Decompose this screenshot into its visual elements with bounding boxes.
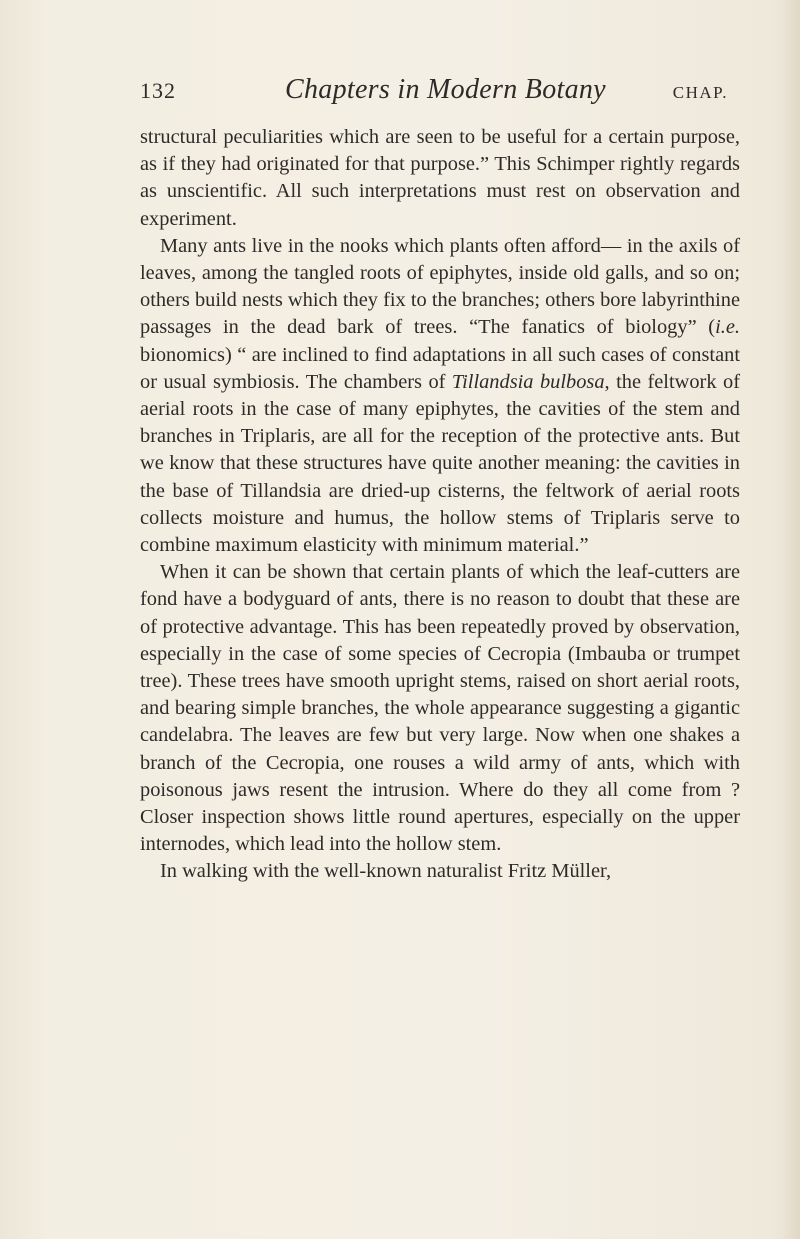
chapter-label: CHAP. bbox=[672, 83, 728, 102]
paragraph-continuation: structural peculiarities which are seen to be useful for a certain purpose, as if they had originated for that purpose.” This Schimper rightly regards as unscientific. All such interpretations must rest on observation and experiment. bbox=[140, 126, 740, 230]
paragraph-text: , the feltwork of aerial roots in the case of many epiphytes, the cavities of the stem and branches in Triplaris, are all for the reception of the protective ants. But we know that these structures have quite another meaning: the cavities in the base of Tillandsia are dried-up cisterns, the feltwork of aerial roots collects moisture and humus, the hollow stems of Triplaris serve to combine maximum elasticity with minimum material.” bbox=[140, 370, 740, 557]
species-name: Tillandsia bulbosa bbox=[451, 370, 605, 393]
running-header bbox=[140, 74, 740, 114]
paragraph-ants-nests bbox=[140, 233, 740, 559]
page-edge-shadow bbox=[782, 0, 800, 1239]
paragraph-cecropia: When it can be shown that certain plants of which the leaf-cutters are fond have a bodyguard of ants, there is no reason to doubt that these are of protective advantage. This has been repeatedly proved by observation, especially in the case of some species of Cecropia (Imbauba or trumpet tree). These trees have smooth upright stems, raised on short aerial roots, and bearing simple branches, the whole appearance suggesting a gigantic candelabra. The leaves are few but very large. Now when one shakes a branch of the Cecropia, one rouses a wild army of ants, which with poisonous jaws resent the intrusion. Where do they all come from ? Closer inspection shows little round apertures, especially on the upper internodes, which lead into the hollow stem. bbox=[140, 561, 740, 856]
italic-abbreviation: i.e. bbox=[715, 316, 740, 339]
page-number: 132 bbox=[140, 78, 176, 103]
paragraph-text: Many ants live in the nooks which plants often afford— in the axils of leaves, among the tangled roots of epiphytes, inside old galls, and so on; others build nests which they fix to the branches; others bore labyrinthine passages in the dead bark of trees. “The fanatics of biology” ( bbox=[140, 234, 740, 339]
paragraph-text: bionomics) “ are inclined to find adaptations in all such cases of constant or usual symbiosis. The chambers of bbox=[140, 343, 740, 393]
paragraph-fritz-muller: In walking with the well-known naturalist Fritz Müller, bbox=[160, 860, 612, 883]
running-title: Chapters in Modern Botany bbox=[285, 74, 606, 105]
body-text bbox=[140, 124, 740, 886]
